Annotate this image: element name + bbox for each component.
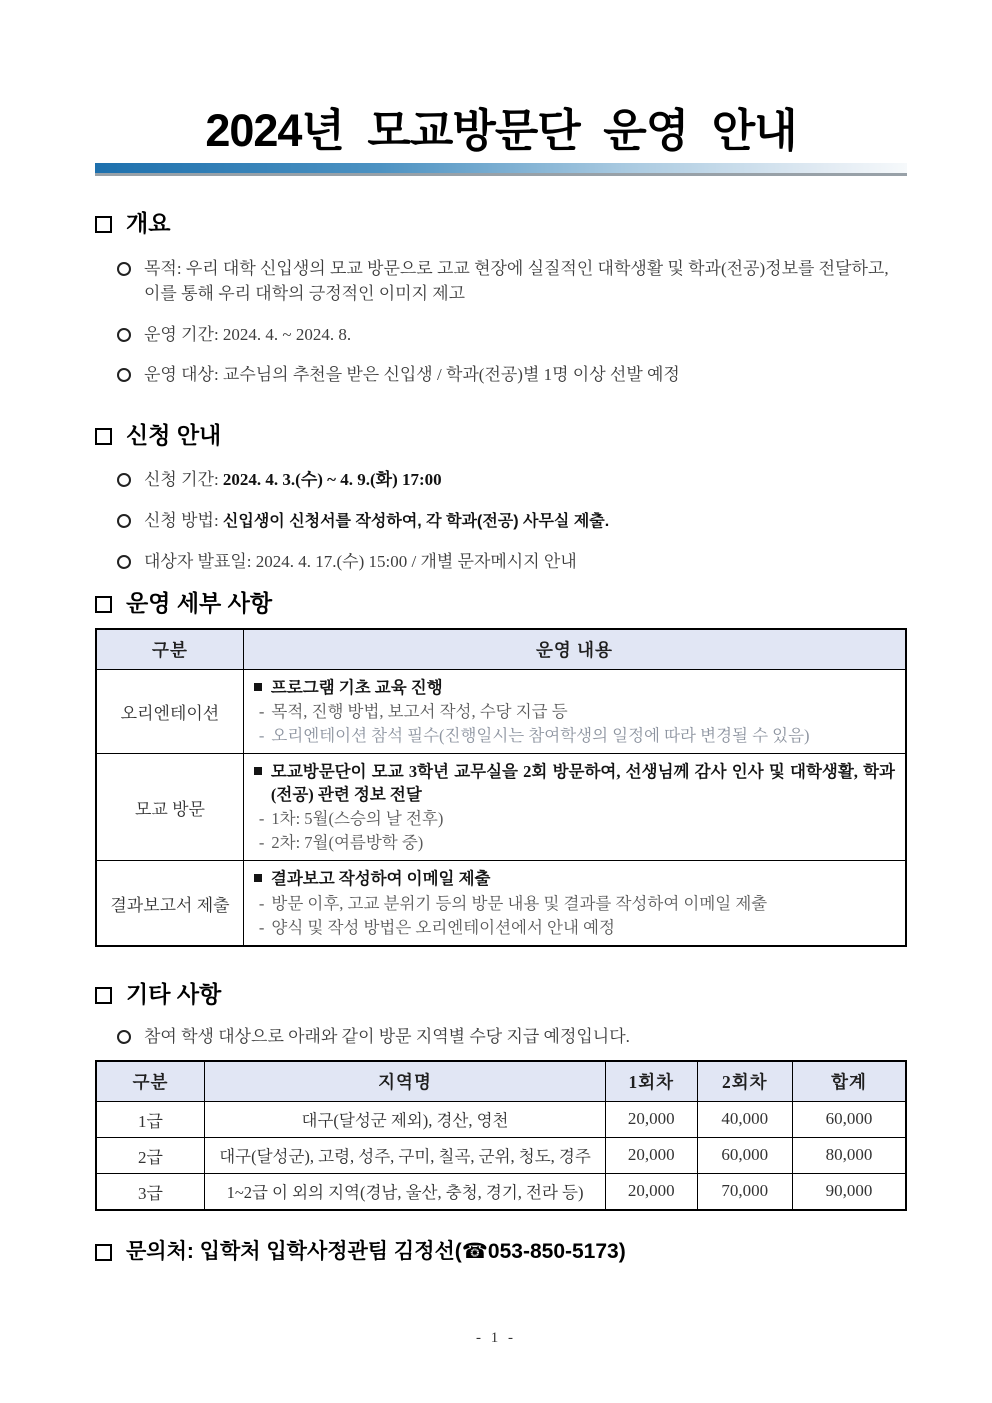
content-main-line bbox=[254, 676, 895, 699]
first-amount-cell: 20,000 bbox=[605, 1173, 697, 1210]
list-item-label: 대상자 발표일: 2024. 4. 17.(수) 15:00 / 개별 문자메시지 안내 bbox=[144, 551, 577, 571]
grade-cell: 2급 bbox=[96, 1137, 205, 1173]
table-row bbox=[96, 754, 906, 861]
table-row bbox=[96, 1137, 906, 1173]
allowance-table bbox=[95, 1060, 907, 1211]
content-sub-text: 오리엔테이션 참석 필수(진행일시는 참여학생의 일정에 따라 변경될 수 있음) bbox=[271, 725, 810, 745]
list-item bbox=[117, 467, 907, 493]
content-main-text: 모교방문단이 모교 3학년 교무실을 2회 방문하여, 선생님께 감사 인사 및 대학생활, 학과(전공) 관련 정보 전달 bbox=[270, 762, 895, 805]
dash-marker: - bbox=[258, 809, 265, 829]
circle-bullet-icon bbox=[117, 328, 131, 342]
section-marker-icon bbox=[95, 216, 112, 233]
region-cell: 1~2급 이 외의 지역(경남, 울산, 충청, 경기, 전라 등) bbox=[205, 1173, 606, 1210]
details-table bbox=[95, 628, 907, 947]
column-header: 지역명 bbox=[205, 1061, 606, 1102]
dash-marker: - bbox=[258, 701, 265, 721]
dash-marker: - bbox=[258, 833, 265, 853]
dash-marker: - bbox=[258, 893, 265, 913]
document-content bbox=[95, 0, 907, 1264]
square-bullet-icon bbox=[254, 874, 262, 882]
content-sub-text: 목적, 진행 방법, 보고서 작성, 수당 지급 등 bbox=[271, 701, 568, 721]
list-item-text bbox=[144, 508, 609, 534]
region-cell: 대구(달성군 제외), 경산, 영천 bbox=[205, 1101, 606, 1137]
section-heading-label: 개요 bbox=[126, 210, 171, 236]
section-overview bbox=[95, 210, 907, 388]
row-category: 결과보고서 제출 bbox=[96, 861, 243, 946]
section-heading bbox=[95, 981, 907, 1009]
row-category: 모교 방문 bbox=[96, 754, 243, 861]
table-row bbox=[96, 1101, 906, 1137]
column-header: 구분 bbox=[96, 629, 243, 670]
content-sub-line bbox=[254, 916, 895, 939]
dash-marker: - bbox=[258, 917, 265, 937]
total-amount-cell: 60,000 bbox=[793, 1101, 906, 1137]
list-item-text: 운영 대상: 교수님의 추천을 받은 신입생 / 학과(전공)별 1명 이상 선발 예정 bbox=[144, 365, 680, 385]
row-content bbox=[243, 861, 906, 946]
content-main-line bbox=[254, 867, 895, 890]
row-content bbox=[243, 754, 906, 861]
grade-cell: 1급 bbox=[96, 1101, 205, 1137]
content-sub-line bbox=[254, 700, 895, 723]
content-sub-line bbox=[254, 724, 895, 747]
circle-bullet-icon bbox=[117, 1030, 131, 1044]
section-marker-icon bbox=[95, 1244, 112, 1261]
column-header: 1회차 bbox=[605, 1061, 697, 1102]
total-amount-cell: 90,000 bbox=[793, 1173, 906, 1210]
list-item-bold: 신입생이 신청서를 작성하여, 각 학과(전공) 사무실 제출. bbox=[222, 512, 610, 530]
list-item-label: 신청 기간: bbox=[144, 470, 223, 490]
overview-bullets bbox=[95, 256, 907, 388]
section-contact bbox=[95, 1239, 907, 1264]
grade-cell: 3급 bbox=[96, 1173, 205, 1210]
column-header: 구분 bbox=[96, 1061, 205, 1102]
first-amount-cell: 20,000 bbox=[605, 1101, 697, 1137]
second-amount-cell: 70,000 bbox=[697, 1173, 793, 1210]
section-heading-label: 신청 안내 bbox=[126, 421, 222, 448]
column-header: 합계 bbox=[793, 1061, 906, 1102]
title-accent-bar bbox=[95, 163, 907, 176]
section-heading-label: 기타 사항 bbox=[126, 980, 222, 1007]
list-item-text bbox=[144, 549, 577, 575]
list-item-text: 참여 학생 대상으로 아래와 같이 방문 지역별 수당 지급 예정입니다. bbox=[144, 1027, 630, 1047]
content-sub-text: 양식 및 작성 방법은 오리엔테이션에서 안내 예정 bbox=[271, 917, 615, 937]
column-header: 운영 내용 bbox=[243, 629, 906, 670]
list-item bbox=[117, 362, 907, 388]
circle-bullet-icon bbox=[117, 473, 131, 487]
list-item bbox=[117, 322, 907, 348]
table-header-row bbox=[96, 629, 906, 670]
section-etc bbox=[95, 981, 907, 1211]
list-item-text: 운영 기간: 2024. 4. ~ 2024. 8. bbox=[144, 324, 352, 344]
content-main-text: 결과보고 작성하여 이메일 제출 bbox=[270, 869, 491, 889]
list-item-text: 목적: 우리 대학 신입생의 모교 방문으로 고교 현장에 실질적인 대학생활 및 학과(전공)정보를 전달하고, 이를 통해 우리 대학의 긍정적인 이미지 제고 bbox=[144, 258, 889, 304]
list-item-text bbox=[144, 467, 442, 493]
row-category: 오리엔테이션 bbox=[96, 669, 243, 753]
content-main-line bbox=[254, 760, 895, 806]
section-details bbox=[95, 590, 907, 947]
square-bullet-icon bbox=[254, 767, 262, 775]
contact-text: 문의처: 입학처 입학사정관팀 김정선(☎053-850-5173) bbox=[126, 1239, 626, 1263]
first-amount-cell: 20,000 bbox=[605, 1137, 697, 1173]
table-row bbox=[96, 1173, 906, 1210]
circle-bullet-icon bbox=[117, 555, 131, 569]
section-application bbox=[95, 422, 907, 575]
content-sub-text: 1차: 5월(스승의 날 전후) bbox=[271, 809, 444, 829]
dash-marker: - bbox=[258, 725, 265, 745]
content-sub-text: 2차: 7월(여름방학 중) bbox=[271, 833, 424, 853]
content-sub-text: 방문 이후, 고교 분위기 등의 방문 내용 및 결과를 작성하여 이메일 제출 bbox=[271, 893, 768, 913]
section-marker-icon bbox=[95, 987, 112, 1004]
section-heading bbox=[95, 422, 907, 450]
list-item bbox=[117, 508, 907, 534]
etc-bullets bbox=[95, 1024, 907, 1050]
section-marker-icon bbox=[95, 596, 112, 613]
section-marker-icon bbox=[95, 428, 112, 445]
application-bullets bbox=[95, 467, 907, 574]
content-main-text: 프로그램 기초 교육 진행 bbox=[270, 677, 443, 697]
list-item bbox=[117, 1024, 907, 1050]
content-sub-line bbox=[254, 831, 895, 854]
contact-heading bbox=[95, 1239, 907, 1264]
second-amount-cell: 40,000 bbox=[697, 1101, 793, 1137]
list-item-label: 신청 방법: bbox=[144, 510, 223, 530]
section-heading-label: 운영 세부 사항 bbox=[126, 590, 273, 617]
total-amount-cell: 80,000 bbox=[793, 1137, 906, 1173]
content-sub-line bbox=[254, 892, 895, 915]
region-cell: 대구(달성군), 고령, 성주, 구미, 칠곡, 군위, 청도, 경주 bbox=[205, 1137, 606, 1173]
column-header: 2회차 bbox=[697, 1061, 793, 1102]
table-row bbox=[96, 669, 906, 753]
circle-bullet-icon bbox=[117, 368, 131, 382]
list-item-bold: 2024. 4. 3.(수) ~ 4. 9.(화) 17:00 bbox=[222, 470, 442, 490]
second-amount-cell: 60,000 bbox=[697, 1137, 793, 1173]
section-heading bbox=[95, 590, 907, 618]
content-sub-line bbox=[254, 807, 895, 830]
square-bullet-icon bbox=[254, 683, 262, 691]
page-number: - 1 - bbox=[476, 1330, 516, 1346]
circle-bullet-icon bbox=[117, 262, 131, 276]
row-content bbox=[243, 669, 906, 753]
circle-bullet-icon bbox=[117, 514, 131, 528]
table-header-row bbox=[96, 1061, 906, 1102]
page-title: 2024년 모교방문단 운영 안내 bbox=[205, 105, 797, 156]
list-item bbox=[117, 549, 907, 575]
section-heading bbox=[95, 210, 907, 238]
table-row bbox=[96, 861, 906, 946]
list-item bbox=[117, 256, 907, 307]
